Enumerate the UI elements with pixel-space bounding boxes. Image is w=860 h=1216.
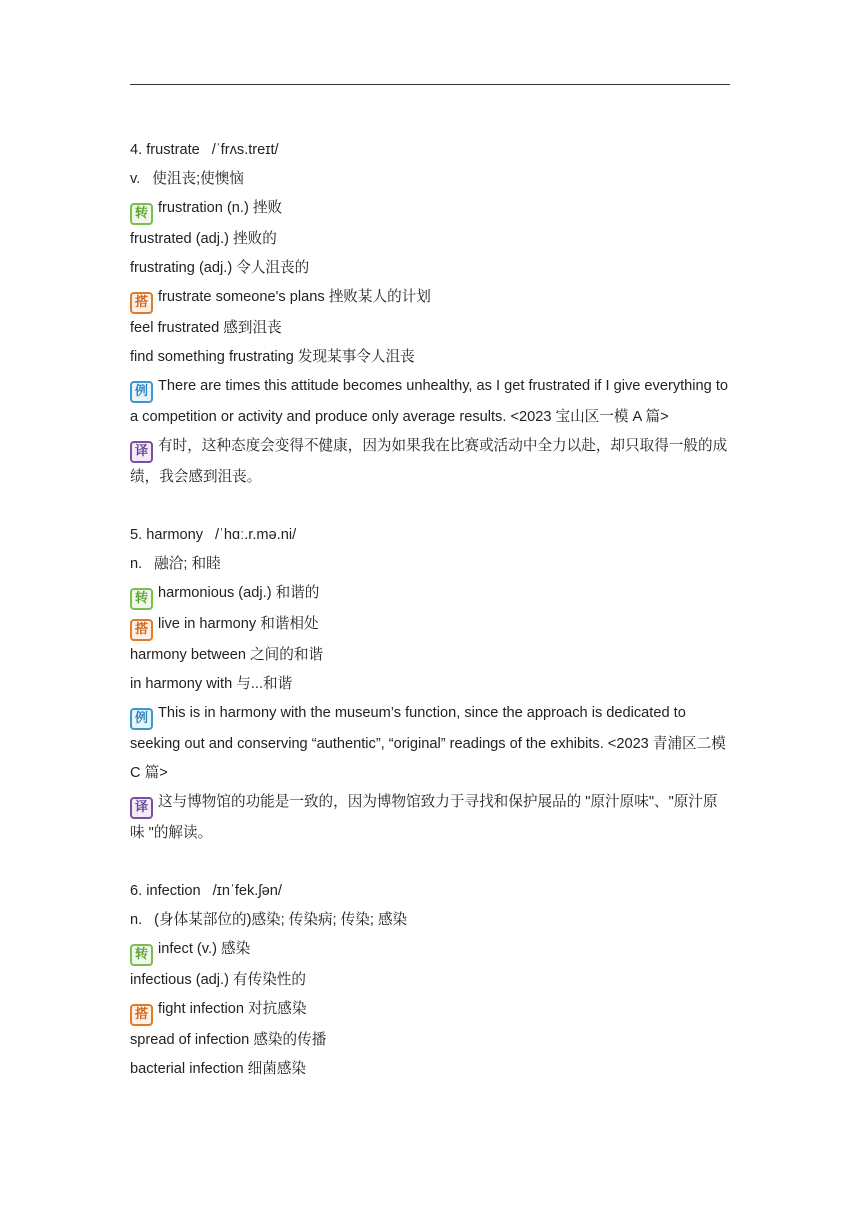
collocation-text: feel frustrated 感到沮丧	[130, 320, 282, 336]
translation-badge-icon: 译	[130, 797, 153, 819]
collocation-text: in harmony with 与...和谐	[130, 676, 293, 692]
collocation-badge-icon: 搭	[130, 292, 153, 314]
derivative-text: frustrating (adj.) 令人沮丧的	[130, 260, 310, 276]
headword: 5. harmony	[130, 527, 204, 543]
vocab-entry-infection	[130, 877, 732, 1084]
entry-heading	[130, 521, 732, 550]
translation-badge-icon: 译	[130, 441, 153, 463]
collocation-line	[130, 995, 732, 1026]
derivative-text: harmonious (adj.) 和谐的	[158, 585, 320, 601]
translation-text: 这与博物馆的功能是一致的，因为博物馆致力于寻找和保护展品的 "原汁原味"、"原汁原味 "的解读。	[130, 794, 718, 841]
derivative-badge-icon: 转	[130, 944, 153, 966]
collocation-text: find something frustrating 发现某事令人沮丧	[130, 349, 415, 365]
translation	[130, 788, 732, 848]
collocation-text: spread of infection 感染的传播	[130, 1032, 327, 1048]
derivative-line	[130, 194, 732, 225]
entry-definition	[130, 165, 732, 194]
entry-heading	[130, 136, 732, 165]
collocation-line	[130, 610, 732, 641]
translation	[130, 432, 732, 492]
collocation-text: harmony between 之间的和谐	[130, 647, 324, 663]
meaning: (身体某部位的)感染; 传染病; 传染; 感染	[154, 912, 408, 928]
phonetic: /ɪnˈfek.ʃən/	[212, 883, 282, 899]
collocation-line	[130, 343, 732, 372]
example-badge-icon: 例	[130, 708, 153, 730]
derivative-badge-icon: 转	[130, 203, 153, 225]
vocab-entry-harmony	[130, 521, 732, 848]
derivative-text: infectious (adj.) 有传染性的	[130, 972, 306, 988]
collocation-text: bacterial infection 细菌感染	[130, 1061, 307, 1077]
entry-definition	[130, 550, 732, 579]
example-text: There are times this attitude becomes unhealthy, as I get frustrated if I give everything to a competition or activity and produce only average results. <2023 宝山区一模 A 篇>	[130, 378, 728, 425]
collocation-text: frustrate someone's plans 挫败某人的计划	[158, 289, 431, 305]
entry-definition	[130, 906, 732, 935]
collocation-badge-icon: 搭	[130, 619, 153, 641]
example-sentence	[130, 699, 732, 788]
vocabulary-list	[130, 136, 732, 1084]
headword: 4. frustrate	[130, 142, 200, 158]
entry-heading	[130, 877, 732, 906]
collocation-line	[130, 641, 732, 670]
example-sentence	[130, 372, 732, 432]
collocation-line	[130, 670, 732, 699]
header-rule	[130, 84, 730, 85]
derivative-text: frustration (n.) 挫败	[158, 200, 283, 216]
translation-text: 有时，这种态度会变得不健康，因为如果我在比赛或活动中全力以赴，却只取得一般的成绩，我会感到沮丧。	[130, 438, 728, 485]
part-of-speech: n.	[130, 556, 143, 572]
derivative-line	[130, 966, 732, 995]
collocation-badge-icon: 搭	[130, 1004, 153, 1026]
collocation-text: live in harmony 和谐相处	[158, 616, 319, 632]
example-text: This is in harmony with the museum’s function, since the approach is dedicated to seeking out and conserving “authentic”, “original” readings of the exhibits. <2023 青浦区二模 C 篇>	[130, 705, 726, 781]
meaning: 使沮丧;使懊恼	[152, 171, 244, 187]
example-badge-icon: 例	[130, 381, 153, 403]
collocation-line	[130, 283, 732, 314]
vocab-entry-frustrate	[130, 136, 732, 492]
derivative-line	[130, 254, 732, 283]
part-of-speech: v.	[130, 171, 141, 187]
derivative-text: infect (v.) 感染	[158, 941, 251, 957]
headword: 6. infection	[130, 883, 201, 899]
derivative-line	[130, 579, 732, 610]
derivative-line	[130, 225, 732, 254]
derivative-badge-icon: 转	[130, 588, 153, 610]
collocation-line	[130, 1026, 732, 1055]
derivative-line	[130, 935, 732, 966]
collocation-line	[130, 1055, 732, 1084]
part-of-speech: n.	[130, 912, 143, 928]
phonetic: /ˈfrʌs.treɪt/	[211, 142, 279, 158]
collocation-text: fight infection 对抗感染	[158, 1001, 307, 1017]
derivative-text: frustrated (adj.) 挫败的	[130, 231, 277, 247]
collocation-line	[130, 314, 732, 343]
meaning: 融洽; 和睦	[154, 556, 221, 572]
phonetic: /ˈhɑː.r.mə.ni/	[215, 527, 297, 543]
